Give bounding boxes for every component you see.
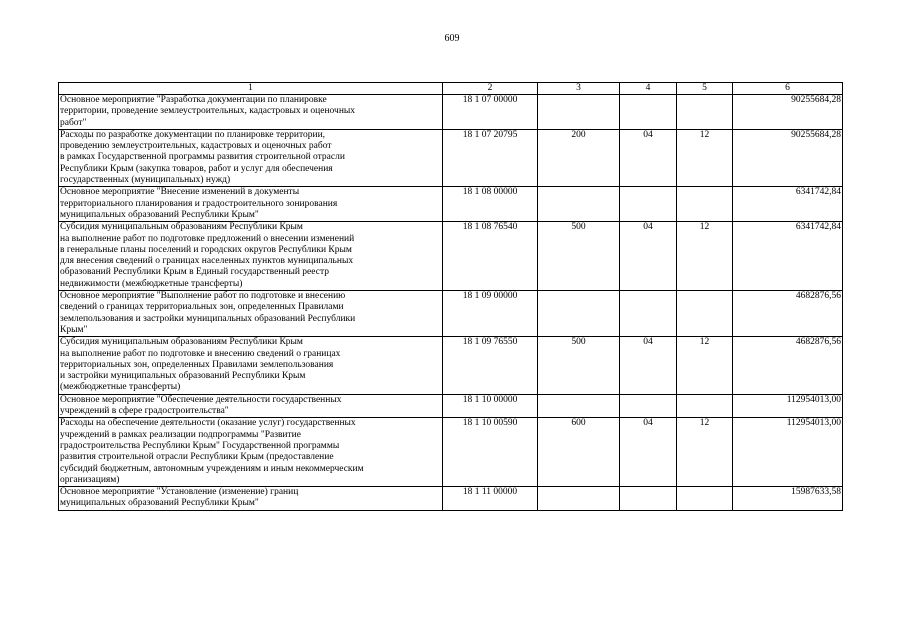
row-expense-type: 500 xyxy=(538,222,620,291)
column-header-3: 3 xyxy=(538,83,620,95)
row-expense-type xyxy=(538,487,620,511)
description-line: Расходы по разработке документации по планировке территории, xyxy=(60,129,326,140)
row-description xyxy=(59,291,443,337)
row-subsection xyxy=(677,487,733,511)
description-line: муниципальных образований Республики Крым" xyxy=(60,498,259,509)
description-line: Основное мероприятие "Установление (изменение) границ xyxy=(60,487,299,498)
row-section xyxy=(620,487,677,511)
row-description xyxy=(59,222,443,291)
description-line: Субсидия муниципальным образованиям Республики Крым xyxy=(60,337,303,348)
description-line: государственных (муниципальных) нужд) xyxy=(60,175,231,186)
description-line: развития строительной отрасли Республики Крым (предоставление xyxy=(60,452,334,463)
table-row xyxy=(59,394,843,418)
row-subsection xyxy=(677,95,733,130)
description-line: Основное мероприятие "Разработка документации по планировке xyxy=(60,95,327,105)
row-description xyxy=(59,187,443,222)
row-amount: 90255684,28 xyxy=(733,95,843,130)
row-section: 04 xyxy=(620,337,677,394)
table-header-row xyxy=(59,83,843,95)
row-section xyxy=(620,291,677,337)
row-code: 18 1 09 00000 xyxy=(443,291,538,337)
row-code: 18 1 07 20795 xyxy=(443,129,538,186)
description-line: работ" xyxy=(60,117,87,128)
table-row xyxy=(59,487,843,511)
row-expense-type: 500 xyxy=(538,337,620,394)
row-subsection: 12 xyxy=(677,337,733,394)
row-amount: 4682876,56 xyxy=(733,291,843,337)
description-line: в рамках Государственной программы развития строительной отрасли xyxy=(60,152,345,163)
description-line: территориальных зон, определенных Правилами землепользования xyxy=(60,359,334,370)
description-line: сведений о границах территориальных зон, определенных Правилами xyxy=(60,302,344,313)
budget-table xyxy=(58,82,843,511)
row-description xyxy=(59,95,443,130)
description-line: на выполнение работ по подготовке и внесению сведений о границах xyxy=(60,348,341,359)
row-subsection xyxy=(677,187,733,222)
row-subsection: 12 xyxy=(677,222,733,291)
description-line: и застройки муниципальных образований Республики Крым xyxy=(60,371,306,382)
description-line: Основное мероприятие "Внесение изменений в документы xyxy=(60,187,300,198)
row-code: 18 1 08 76540 xyxy=(443,222,538,291)
description-line: Основное мероприятие "Выполнение работ по подготовке и внесению xyxy=(60,291,346,302)
row-subsection: 12 xyxy=(677,129,733,186)
description-line: Субсидия муниципальным образованиям Республики Крым xyxy=(60,222,303,233)
row-code: 18 1 10 00590 xyxy=(443,418,538,487)
row-section: 04 xyxy=(620,129,677,186)
row-expense-type: 200 xyxy=(538,129,620,186)
row-amount: 6341742,84 xyxy=(733,187,843,222)
table-row xyxy=(59,337,843,394)
table-body xyxy=(59,95,843,511)
row-code: 18 1 09 76550 xyxy=(443,337,538,394)
row-expense-type xyxy=(538,95,620,130)
table-row xyxy=(59,222,843,291)
column-header-6: 6 xyxy=(733,83,843,95)
row-expense-type: 600 xyxy=(538,418,620,487)
row-code: 18 1 11 00000 xyxy=(443,487,538,511)
description-line: территориального планирования и градостроительного зонирования xyxy=(60,198,338,209)
description-line: на выполнение работ по подготовке предложений о внесении изменений xyxy=(60,233,355,244)
row-expense-type xyxy=(538,291,620,337)
row-expense-type xyxy=(538,187,620,222)
row-amount: 6341742,84 xyxy=(733,222,843,291)
description-line: (межбюджетные трансферты) xyxy=(60,382,181,393)
description-line: Крым" xyxy=(60,324,88,335)
page-number: 609 xyxy=(444,33,460,44)
table-row xyxy=(59,291,843,337)
row-description xyxy=(59,487,443,511)
table-row xyxy=(59,129,843,186)
row-amount: 112954013,00 xyxy=(733,418,843,487)
column-header-1: 1 xyxy=(59,83,443,95)
row-amount: 112954013,00 xyxy=(733,394,843,418)
row-subsection: 12 xyxy=(677,418,733,487)
table-row xyxy=(59,418,843,487)
description-line: территории, проведение землеустроительных, кадастровых и оценочных xyxy=(60,106,356,117)
row-amount: 4682876,56 xyxy=(733,337,843,394)
description-line: недвижимости (межбюджетные трансферты) xyxy=(60,278,243,289)
row-section xyxy=(620,187,677,222)
row-section xyxy=(620,95,677,130)
description-line: градостроительства Республики Крым" Государственной программы xyxy=(60,440,340,451)
description-line: организациям) xyxy=(60,474,120,485)
description-line: муниципальных образований Республики Крым" xyxy=(60,209,259,220)
column-header-2: 2 xyxy=(443,83,538,95)
row-description xyxy=(59,129,443,186)
description-line: для внесения сведений о границах населенных пунктов муниципальных xyxy=(60,256,354,267)
table-row xyxy=(59,187,843,222)
column-header-5: 5 xyxy=(677,83,733,95)
row-section: 04 xyxy=(620,418,677,487)
description-line: землепользования и застройки муниципальных образований Республики xyxy=(60,313,356,324)
row-description xyxy=(59,418,443,487)
row-subsection xyxy=(677,291,733,337)
description-line: Основное мероприятие "Обеспечение деятельности государственных xyxy=(60,394,342,405)
row-expense-type xyxy=(538,394,620,418)
row-amount: 15987633,58 xyxy=(733,487,843,511)
row-subsection xyxy=(677,394,733,418)
row-description xyxy=(59,337,443,394)
description-line: образований Республики Крым в Единый государственный реестр xyxy=(60,267,329,278)
description-line: учреждений в сфере градостроительства" xyxy=(60,406,229,417)
row-code: 18 1 07 00000 xyxy=(443,95,538,130)
description-line: Республики Крым (закупка товаров, работ и услуг для обеспечения xyxy=(60,163,333,174)
row-section: 04 xyxy=(620,222,677,291)
description-line: учреждений в рамках реализации подпрограммы "Развитие xyxy=(60,429,301,440)
row-code: 18 1 08 00000 xyxy=(443,187,538,222)
row-description xyxy=(59,394,443,418)
description-line: субсидий бюджетным, автономным учреждениям и иным некоммерческим xyxy=(60,463,364,474)
description-line: Расходы на обеспечение деятельности (оказание услуг) государственных xyxy=(60,418,356,429)
table-row xyxy=(59,95,843,130)
row-amount: 90255684,28 xyxy=(733,129,843,186)
description-line: проведению землеустроительных, кадастровых и оценочных работ xyxy=(60,141,332,152)
row-section xyxy=(620,394,677,418)
description-line: в генеральные планы поселений и городских округов Республики Крым xyxy=(60,244,352,255)
row-code: 18 1 10 00000 xyxy=(443,394,538,418)
column-header-4: 4 xyxy=(620,83,677,95)
